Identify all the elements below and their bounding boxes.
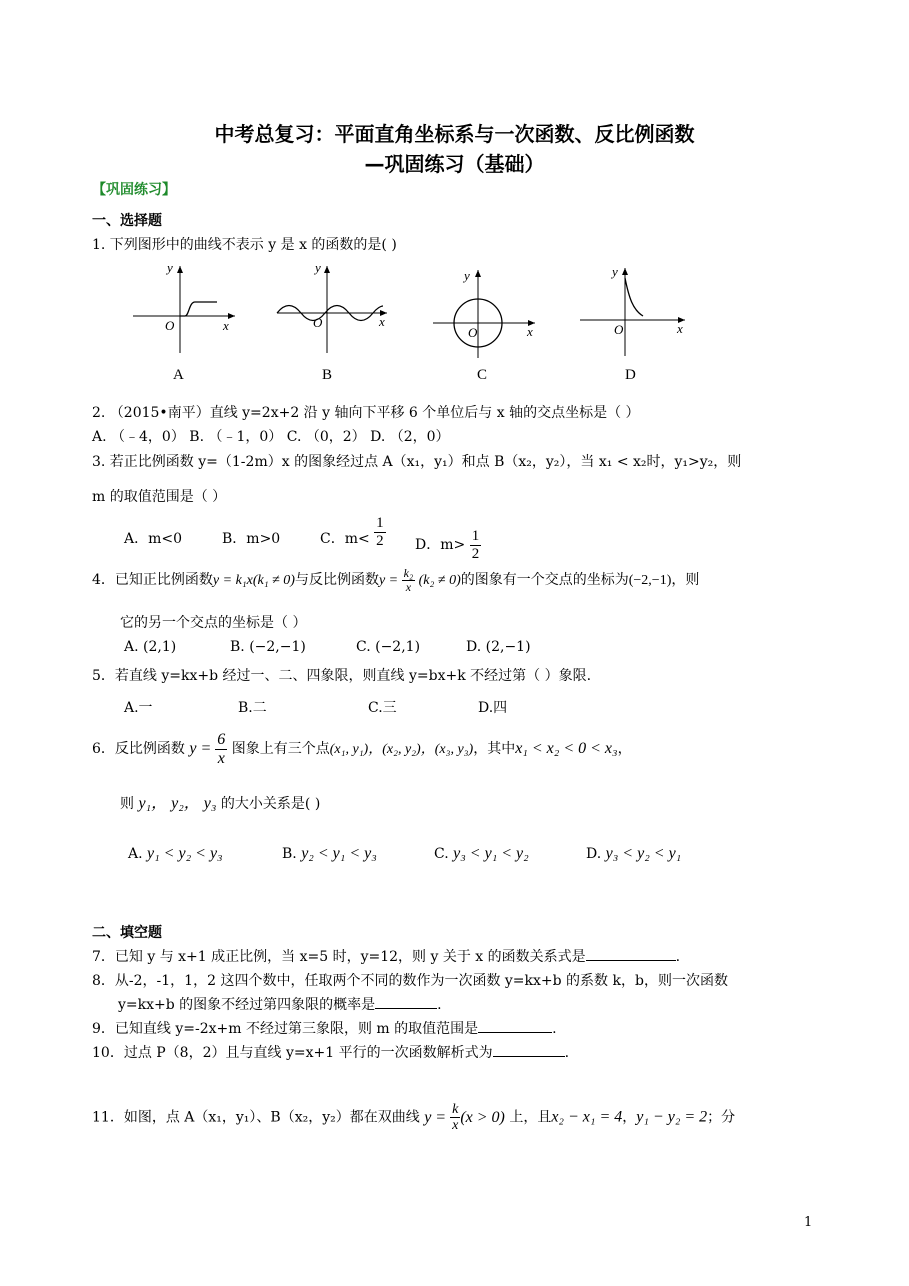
title-line-1: 中考总复习：平面直角坐标系与一次函数、反比例函数 <box>214 122 695 146</box>
section-choice: 一、选择题 <box>92 213 162 229</box>
graph-b <box>277 260 387 383</box>
question-5: 5．若直线 y=kx+b 经过一、二、四象限，则直线 y=bx+k 不经过第（ ）象限. <box>92 668 592 684</box>
graph-b-x: x <box>379 314 385 329</box>
graph-c-o: O <box>468 325 478 340</box>
question-6: 6．反比例函数 y = $\frac{6}{x}$ 图象上有三个点(x₁, y₁)，(x₂, y₂)，(x₃, y₃)，其中x₁ < x₂ < 0 < x₃， <box>92 731 632 767</box>
q3-option-d-text: D．m> <box>415 537 466 553</box>
q4-option-b: B. (−2,−1) <box>230 639 306 655</box>
graph-c-label: C <box>477 367 488 383</box>
q4-formula-2: y = $\frac{\text{k₂}}{x}$ (k₂ ≠ 0) <box>378 566 461 595</box>
q11-cond-2: y₁ − y₂ = 2 <box>636 1108 708 1126</box>
graph-d-label: D <box>625 367 636 383</box>
q3-option-c <box>320 515 386 549</box>
question-3-line2: m 的取值范围是（ ） <box>92 489 227 505</box>
q1-graphs <box>125 258 695 383</box>
question-3: 3. 若正比例函数 y=（1-2m）x 的图象经过点 A（x₁，y₁）和点 B（x₂，y₂），当 x₁ < x₂时，y₁>y₂，则 <box>92 454 742 470</box>
q6-formula: y = $\frac{6}{x}$ <box>189 731 226 767</box>
q8-blank <box>375 1007 437 1009</box>
q4-option-d: D. (2,−1) <box>466 639 531 655</box>
graph-d <box>580 264 685 383</box>
q9-blank <box>478 1031 552 1033</box>
graph-b-label: B <box>322 367 333 383</box>
q5-option-a: A.一 <box>124 700 153 716</box>
graph-c <box>433 268 535 383</box>
question-8-line2: y=kx+b 的图象不经过第四象限的概率是 . <box>118 997 442 1013</box>
q3-option-c-frac: $\frac{1}{2}$ <box>376 515 384 549</box>
graph-c-x: x <box>527 324 533 339</box>
title-line-2: —巩固练习（基础） <box>364 152 545 176</box>
q6-option-c: C. y₃ < y₁ < y₂ <box>434 845 529 862</box>
graph-b-o: O <box>313 315 323 330</box>
q4-option-c: C. (−2,1) <box>356 639 421 655</box>
q7-blank <box>586 959 676 961</box>
question-2-options: A. （﹣4，0） B. （﹣1，0） C. （0，2） D. （2，0） <box>92 429 450 445</box>
q4-point: (−2,−1) <box>628 572 672 588</box>
graph-a-o: O <box>165 318 175 333</box>
q11-formula: y = $\frac{k}{x}$ (x > 0) <box>424 1102 505 1134</box>
q10-blank <box>493 1055 565 1057</box>
graph-a <box>133 260 235 383</box>
q6-points: (x₁, y₁)，(x₂, y₂)，(x₃, y₃) <box>329 741 474 757</box>
q3-option-d-frac: $\frac{1}{2}$ <box>471 528 480 562</box>
q11-cond-1: x₂ − x₁ = 4 <box>551 1108 623 1126</box>
question-9: 9．已知直线 y=-2x+m 不经过第三象限，则 m 的取值范围是 . <box>92 1021 557 1037</box>
q3-option-b: B．m>0 <box>222 531 281 547</box>
q6-condition: x₁ < x₂ < 0 < x₃ <box>515 739 618 757</box>
q3-option-d <box>415 528 481 562</box>
q6-option-a: A. y₁ < y₂ < y₃ <box>128 845 223 862</box>
section-fill: 二、填空题 <box>92 925 162 941</box>
q4-formula-1: y = k₁x(k₁ ≠ 0) <box>212 572 295 588</box>
q5-option-d: D.四 <box>478 700 508 716</box>
q3-option-a: A．m<0 <box>124 531 183 547</box>
graph-d-o: O <box>614 322 624 337</box>
graph-a-y: y <box>167 260 173 275</box>
question-11: 11．如图，点 A（x₁，y₁）、B（x₂，y₂）都在双曲线 y = $\frac{k}{x}$ (x > 0) 上，且x₂ − x₁ = 4，y₁ − y₂ = 2；分 <box>92 1102 736 1134</box>
question-6-line2: 则 y₁， y₂， y₃ 的大小关系是( ) <box>120 795 321 812</box>
question-8: 8．从-2，-1，1，2 这四个数中，任取两个不同的数作为一次函数 y=kx+b 的系数 k，b，则一次函数 <box>92 973 728 989</box>
graph-d-x: x <box>677 321 683 336</box>
q5-option-b: B.二 <box>238 700 267 716</box>
question-1: 1. 下列图形中的曲线不表示 y 是 x 的函数的是( ) <box>92 237 397 253</box>
graph-a-label: A <box>173 367 184 383</box>
q6-option-b: B. y₂ < y₁ < y₃ <box>282 845 377 862</box>
q6-option-d: D. y₃ < y₂ < y₁ <box>586 845 682 862</box>
page-number: 1 <box>804 1215 813 1230</box>
graph-b-y: y <box>315 260 321 275</box>
question-2: 2. （2015•南平）直线 y=2x+2 沿 y 轴向下平移 6 个单位后与 x 轴的交点坐标是（ ） <box>92 405 640 421</box>
graph-c-y: y <box>464 268 470 283</box>
q4-option-a: A. (2,1) <box>124 639 177 655</box>
question-4-line2: 它的另一个交点的坐标是（ ） <box>120 615 307 631</box>
question-10: 10．过点 P（8，2）且与直线 y=x+1 平行的一次函数解析式为 . <box>92 1045 570 1061</box>
q5-option-c: C.三 <box>368 700 397 716</box>
graph-d-y: y <box>612 264 618 279</box>
section-tag: 【巩固练习】 <box>92 182 176 198</box>
question-7: 7．已知 y 与 x+1 成正比例，当 x=5 时，y=12，则 y 关于 x 的函数关系式是 . <box>92 949 681 965</box>
question-4: 4．已知正比例函数y = k₁x(k₁ ≠ 0)与反比例函数y = $\frac{\text{k₂}}{x}$ (k₂ ≠ 0)的图象有一个交点的坐标为(−2,−1)，则 <box>92 566 700 595</box>
q3-option-c-text: C．m< <box>320 531 370 547</box>
q6-vars: y₁， y₂， y₃ <box>138 795 217 812</box>
graph-a-x: x <box>223 318 229 333</box>
